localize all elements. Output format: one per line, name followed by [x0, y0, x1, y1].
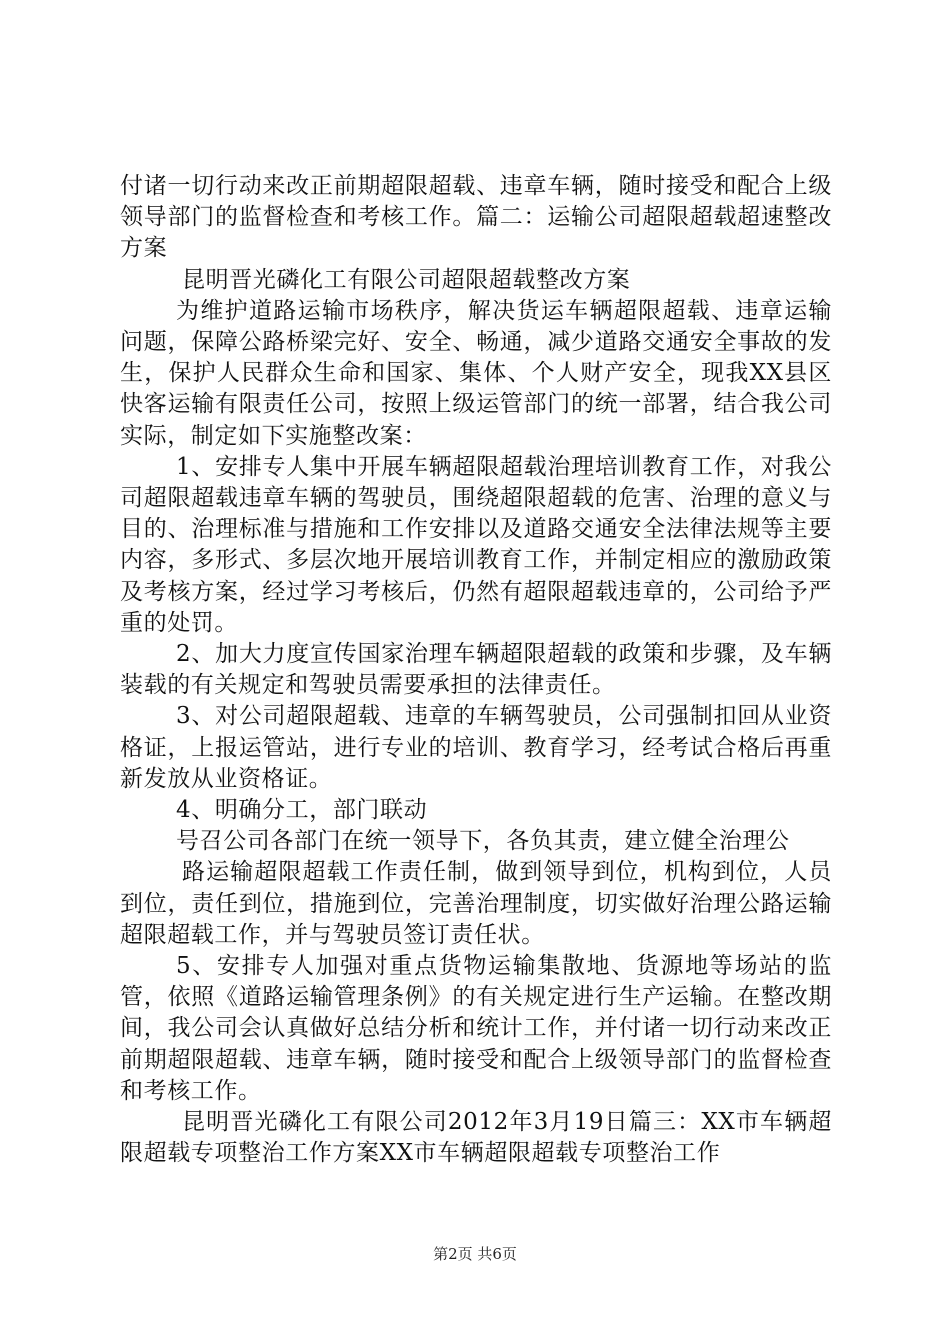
paragraph-intro: 为维护道路运输市场秩序，解决货运车辆超限超载、违章运输问题，保障公路桥梁完好、安全、畅通，减少道路交通安全事故的发生，保护人民群众生命和国家、集体、个人财产安全，现我XX县区快客运输有限责任公司，按照上级运管部门的统一部署，结合我公司实际，制定如下实施整改案： — [120, 297, 832, 449]
paragraph-item-4-body: 路运输超限超载工作责任制，做到领导到位，机构到位，人员到位，责任到位，措施到位，完善治理制度，切实做好治理公路运输超限超载工作，并与驾驶员签订责任状。 — [120, 859, 832, 948]
document-body — [120, 171, 832, 1170]
paragraph-item-2: 2、加大力度宣传国家治理车辆超限超载的政策和步骤，及车辆装载的有关规定和驾驶员需要承担的法律责任。 — [120, 641, 832, 699]
section-title: 昆明晋光磷化工有限公司超限超载整改方案 — [182, 266, 631, 293]
paragraph-item-1: 1、安排专人集中开展车辆超限超载治理培训教育工作，对我公司超限超载违章车辆的驾驶员，围绕超限超载的危害、治理的意义与目的、治理标准与措施和工作安排以及道路交通安全法律法规等主要内容，多形式、多层次地开展培训教育工作，并制定相应的激励政策及考核方案，经过学习考核后，仍然有超限超载违章的，公司给予严重的处罚。 — [120, 453, 832, 636]
paragraph-item-3: 3、对公司超限超载、违章的车辆驾驶员，公司强制扣回从业资格证，上报运管站，进行专业的培训、教育学习，经考试合格后再重新发放从业资格证。 — [120, 703, 832, 792]
paragraph-item-5: 5、安排专人加强对重点货物运输集散地、货源地等场站的监管，依照《道路运输管理条例》的有关规定进行生产运输。在整改期间，我公司会认真做好总结分析和统计工作，并付诸一切行动来改正前期超限超载、违章车辆，随时接受和配合上级领导部门的监督检查和考核工作。 — [120, 953, 832, 1104]
paragraph-continuation: 付诸一切行动来改正前期超限超载、违章车辆，随时接受和配合上级领导部门的监督检查和考核工作。篇二：运输公司超限超载超速整改方案 — [120, 173, 832, 262]
paragraph-signature: 昆明晋光磷化工有限公司2012年3月19日篇三：XX市车辆超限超载专项整治工作方案XX市车辆超限超载专项整治工作 — [120, 1109, 832, 1167]
paragraph-item-4-line: 号召公司各部门在统一领导下，各负其责，建立健全治理公 — [176, 828, 790, 855]
page-footer — [0, 1244, 950, 1264]
page-indicator: 第2页 共6页 — [433, 1245, 517, 1263]
paragraph-item-4-heading: 4、明确分工，部门联动 — [176, 797, 428, 824]
